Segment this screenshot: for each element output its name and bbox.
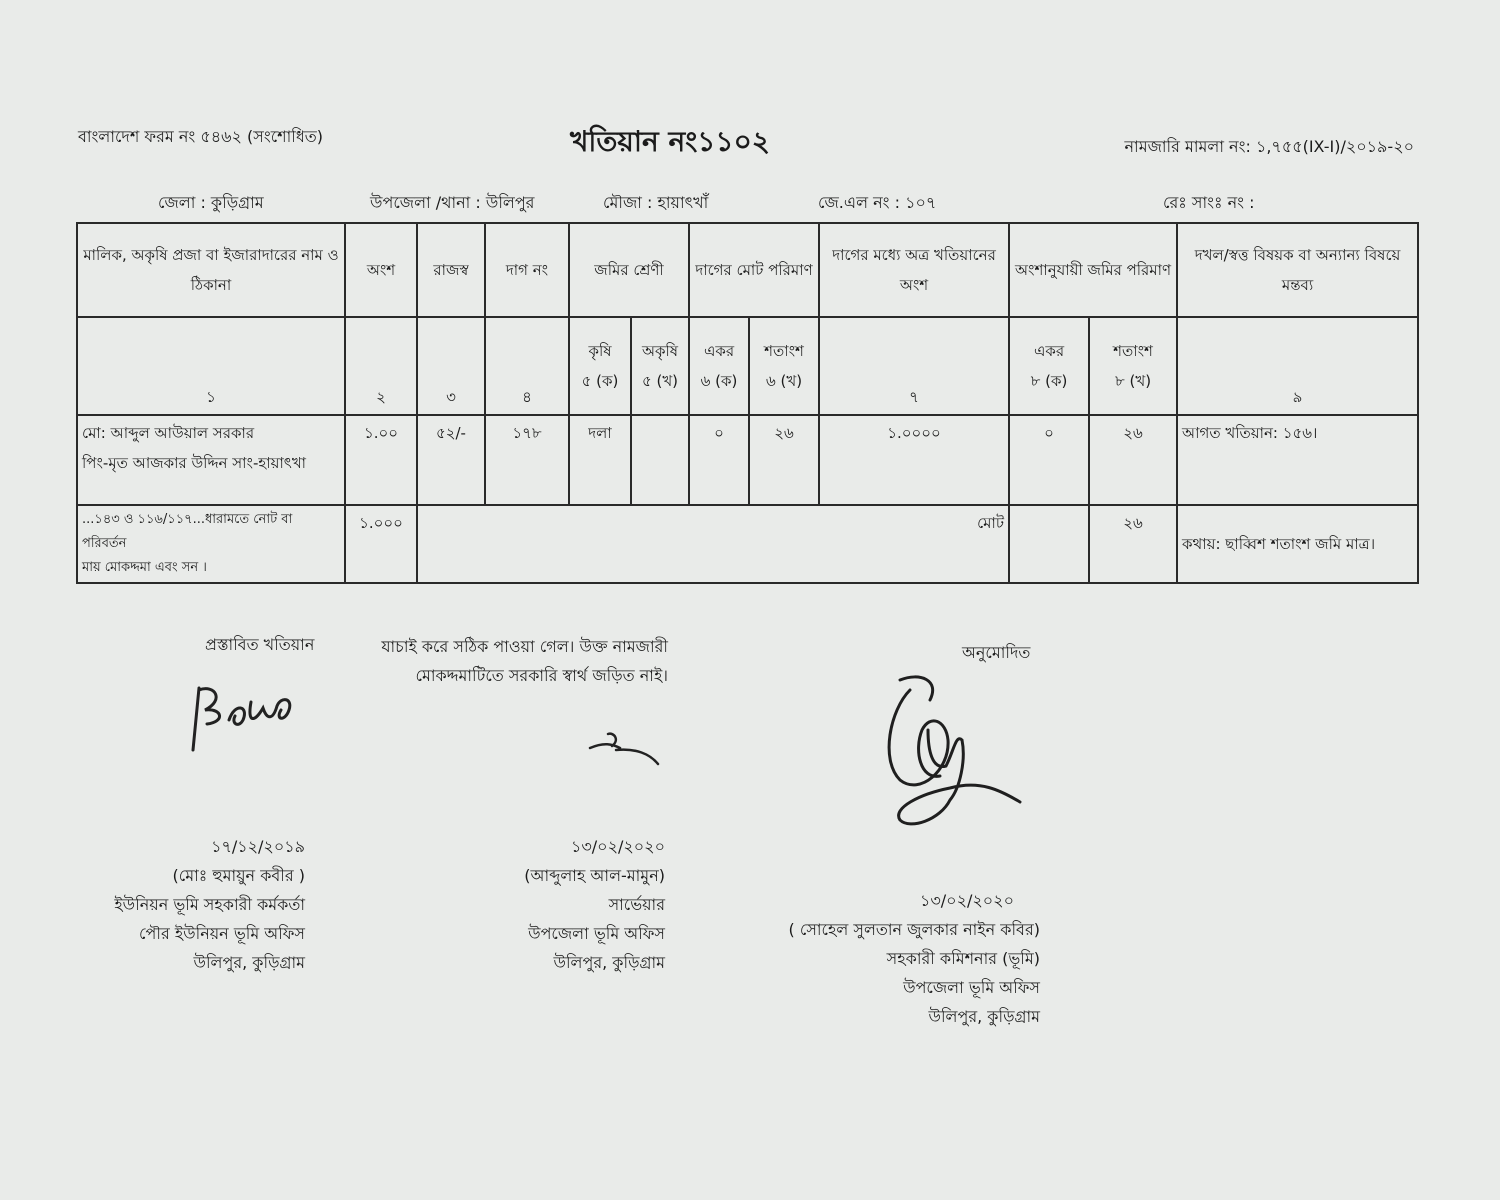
approved-title: অনুমোদিত (962, 643, 1031, 662)
verification-text (370, 632, 668, 690)
header-share-land: অংশানুযায়ী জমির পরিমাণ (1009, 223, 1177, 317)
mouza: মৌজা : হায়াৎখাঁ (603, 193, 709, 212)
proposed-title: প্রস্তাবিত খতিয়ান (205, 635, 315, 654)
proposed-designation: ইউনিয়ন ভূমি সহকারী কর্মকর্তা (114, 895, 305, 914)
col-5k (569, 317, 631, 415)
note-line-1: ...১৪৩ ও ১১৬/১১৭...ধারামতে নোট বা পরিবর্তন (82, 512, 293, 551)
sub-shotangsho-2: শতাংশ (1113, 342, 1153, 360)
header-share: অংশ (345, 223, 417, 317)
col-number-2: ২ (345, 317, 417, 415)
form-number: বাংলাদেশ ফরম নং ৫৪৬২ (সংশোধিত) (78, 127, 324, 146)
reg-number: রেঃ সাংঃ নং : (1163, 193, 1255, 212)
header-dag-no: দাগ নং (485, 223, 569, 317)
dag-no-cell: ১৭৮ (485, 415, 569, 505)
col-number-8k: ৮ (ক) (1030, 372, 1068, 390)
share-cell: ১.০০ (345, 415, 417, 505)
proposed-name: (মোঃ হুমায়ুন কবীর ) (172, 866, 305, 885)
verification-line-1: যাচাই করে সঠিক পাওয়া গেল। উক্ত নামজারী (381, 637, 668, 656)
col-number-6k: ৬ (ক) (700, 372, 738, 390)
surveyor-name: (আব্দুলাহ আল-মামুন) (524, 866, 665, 885)
khatian-title: খতিয়ান নং১১০২ (570, 125, 770, 158)
upazila: উপজেলা /থানা : উলিপুর (370, 193, 535, 212)
header-khatian-share: দাগের মধ্যে অত্র খতিয়ানের অংশ (819, 223, 1009, 317)
sub-ekor-1: একর (703, 342, 735, 360)
header-remarks: দখল/স্বত্ত বিষয়ক বা অন্যান্য বিষয়ে মন্তব্য (1177, 223, 1418, 317)
note-line-2: মায় মোকদ্দমা এবং সন । (82, 560, 207, 575)
approved-name: ( সোহেল সুলতান জুলকার নাইন কবির) (788, 920, 1040, 939)
sub-akrishi: অকৃষি (641, 342, 679, 360)
total-row (77, 505, 1418, 583)
col-6kh (749, 317, 819, 415)
col-number-7: ৭ (819, 317, 1009, 415)
header-revenue: রাজস্ব (417, 223, 485, 317)
total-share-cell: ১.০০০ (345, 505, 417, 583)
total-label: মোট (417, 505, 1009, 583)
proposed-signature (185, 680, 305, 760)
header-dag-total: দাগের মোট পরিমাণ (689, 223, 819, 317)
owner-name: মো: আব্দুল আউয়াল সরকার (82, 424, 255, 442)
approved-place: উলিপুর, কুড়িগ্রাম (928, 1007, 1040, 1026)
owner-cell (77, 415, 345, 505)
col-5kh (631, 317, 689, 415)
col-number-3: ৩ (417, 317, 485, 415)
col-number-6kh: ৬ (খ) (765, 372, 803, 390)
approved-date: ১৩/০২/২০২০ (920, 891, 1014, 910)
total-ekor-cell (1009, 505, 1089, 583)
col-number-5kh: ৫ (খ) (641, 372, 679, 390)
dag-shotangsho-cell: ২৬ (749, 415, 819, 505)
note-cell (77, 505, 345, 583)
surveyor-officer (460, 832, 665, 977)
sub-krishi: কৃষি (588, 342, 612, 360)
dag-ekor-cell: ০ (689, 415, 749, 505)
surveyor-signature (580, 720, 670, 770)
proposed-officer (100, 832, 305, 977)
surveyor-date: ১৩/০২/২০২০ (571, 837, 665, 856)
col-number-9: ৯ (1177, 317, 1418, 415)
khatian-table (76, 222, 1419, 584)
approved-designation: সহকারী কমিশনার (ভূমি) (886, 949, 1040, 968)
total-shotangsho-cell: ২৬ (1089, 505, 1177, 583)
table-row (77, 415, 1418, 505)
akrishi-cell (631, 415, 689, 505)
owner-address: পিং-মৃত আজকার উদ্দিন সাং-হায়াৎখা (82, 454, 307, 472)
district: জেলা : কুড়িগ্রাম (158, 193, 264, 212)
approving-officer (780, 886, 1040, 1031)
col-6k (689, 317, 749, 415)
col-8k (1009, 317, 1089, 415)
approved-office: উপজেলা ভূমি অফিস (903, 978, 1040, 997)
surveyor-office: উপজেলা ভূমি অফিস (528, 924, 665, 943)
header-land-class: জমির শ্রেণী (569, 223, 689, 317)
header-row (77, 223, 1418, 317)
sub-shotangsho-1: শতাংশ (764, 342, 804, 360)
remarks-cell: আগত খতিয়ান: ১৫৬। (1177, 415, 1418, 505)
revenue-cell: ৫২/- (417, 415, 485, 505)
verification-line-2: মোকদ্দমাটিতে সরকারি স্বার্থ জড়িত নাই। (415, 666, 668, 685)
col-number-5k: ৫ (ক) (581, 372, 619, 390)
case-number: নামজারি মামলা নং: ১,৭৫৫(IX-I)/২০১৯-২০ (1124, 137, 1414, 156)
sub-ekor-2: একর (1033, 342, 1065, 360)
col-8kh (1089, 317, 1177, 415)
col-number-4: ৪ (485, 317, 569, 415)
jl-number: জে.এল নং : ১০৭ (818, 193, 937, 212)
header-owner: মালিক, অকৃষি প্রজা বা ইজারাদারের নাম ও ঠিকানা (77, 223, 345, 317)
col-number-1: ১ (77, 317, 345, 415)
proposed-date: ১৭/১২/২০১৯ (211, 837, 305, 856)
approving-signature (870, 670, 1030, 850)
total-remarks-cell: কথায়: ছাব্বিশ শতাংশ জমি মাত্র। (1177, 505, 1418, 583)
land-shotangsho-cell: ২৬ (1089, 415, 1177, 505)
khatian-share-cell: ১.০০০০ (819, 415, 1009, 505)
col-number-8kh: ৮ (খ) (1115, 372, 1152, 390)
proposed-place: উলিপুর, কুড়িগ্রাম (193, 953, 305, 972)
surveyor-designation: সার্ভেয়ার (608, 895, 665, 914)
surveyor-place: উলিপুর, কুড়িগ্রাম (553, 953, 665, 972)
land-ekor-cell: ০ (1009, 415, 1089, 505)
krishi-cell: দলা (569, 415, 631, 505)
column-number-row (77, 317, 1418, 415)
proposed-office: পৌর ইউনিয়ন ভূমি অফিস (139, 924, 305, 943)
